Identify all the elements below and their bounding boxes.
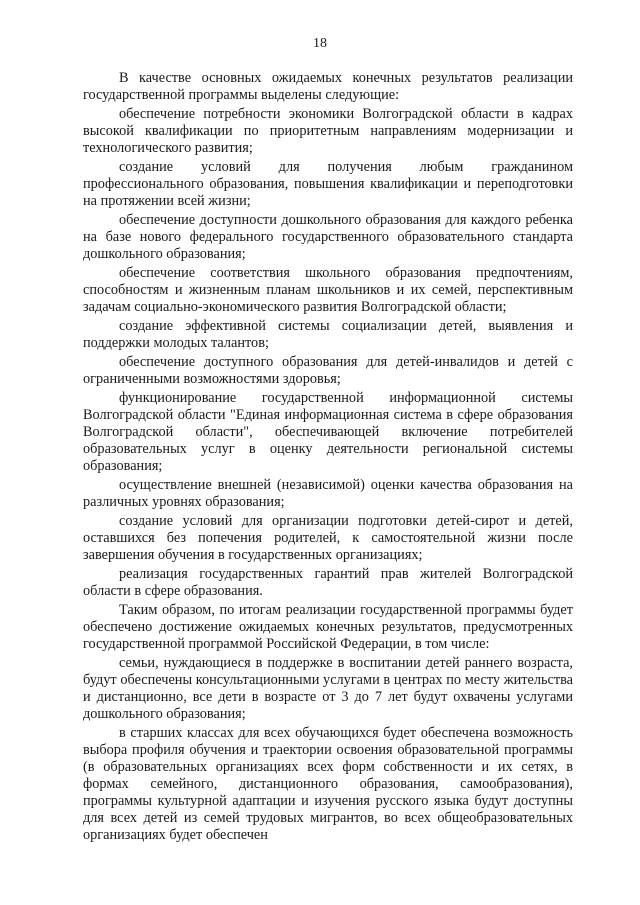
paragraph-result-2: создание условий для получения любым гражданином профессионального образования, повышения квалификации и переподготовки на протяжении всей жизни;: [83, 159, 573, 209]
paragraph-senior-classes: в старших классах для всех обучающихся будет обеспечена возможность выбора профиля обучения и траектории освоения образовательной программы (в образовательных организациях всех форм собственности и их сетях, в формах семейного, дистанционного образования, самообразования), программы культурной адаптации и изучения русского языка будут доступны для всех детей из семей трудовых мигрантов, во всех общеобразовательных организациях будет обеспечен: [83, 725, 573, 843]
paragraph-families: семьи, нуждающиеся в поддержке в воспитании детей раннего возраста, будут обеспечены консультационными услугами в центрах по месту жительства и дистанционно, все дети в возрасте от 3 до 7 лет будут охвачены услугами дошкольного образования;: [83, 655, 573, 722]
paragraph-summary: Таким образом, по итогам реализации государственной программы будет обеспечено достижение ожидаемых конечных результатов, предусмотренных государственной программой Российской Федерации, в том числе:: [83, 602, 573, 652]
paragraph-result-6: обеспечение доступного образования для детей-инвалидов и детей с ограниченными возможностями здоровья;: [83, 354, 573, 387]
paragraph-result-8: осуществление внешней (независимой) оценки качества образования на различных уровнях образования;: [83, 477, 573, 510]
paragraph-result-4: обеспечение соответствия школьного образования предпочтениям, способностям и жизненным планам школьников и их семей, перспективным задачам социально-экономического развития Волгоградской области;: [83, 265, 573, 315]
paragraph-result-9: создание условий для организации подготовки детей-сирот и детей, оставшихся без попечения родителей, к самостоятельной жизни после завершения обучения в государственных организациях;: [83, 513, 573, 563]
paragraph-result-3: обеспечение доступности дошкольного образования для каждого ребенка на базе нового федерального государственного образовательного стандарта дошкольного образования;: [83, 212, 573, 262]
document-body: [83, 70, 573, 844]
page-number: 18: [313, 36, 327, 51]
paragraph-result-1: обеспечение потребности экономики Волгоградской области в кадрах высокой квалификации по приоритетным направлениям модернизации и технологического развития;: [83, 106, 573, 156]
paragraph-result-10: реализация государственных гарантий прав жителей Волгоградской области в сфере образования.: [83, 566, 573, 599]
paragraph-result-5: создание эффективной системы социализации детей, выявления и поддержки молодых талантов;: [83, 318, 573, 351]
paragraph-result-7: функционирование государственной информационной системы Волгоградской области "Единая информационная система в сфере образования Волгоградской области", обеспечивающей включение потребителей образовательных услуг в оценку деятельности региональной системы образования;: [83, 390, 573, 474]
paragraph-intro: В качестве основных ожидаемых конечных результатов реализации государственной программы выделены следующие:: [83, 70, 573, 103]
